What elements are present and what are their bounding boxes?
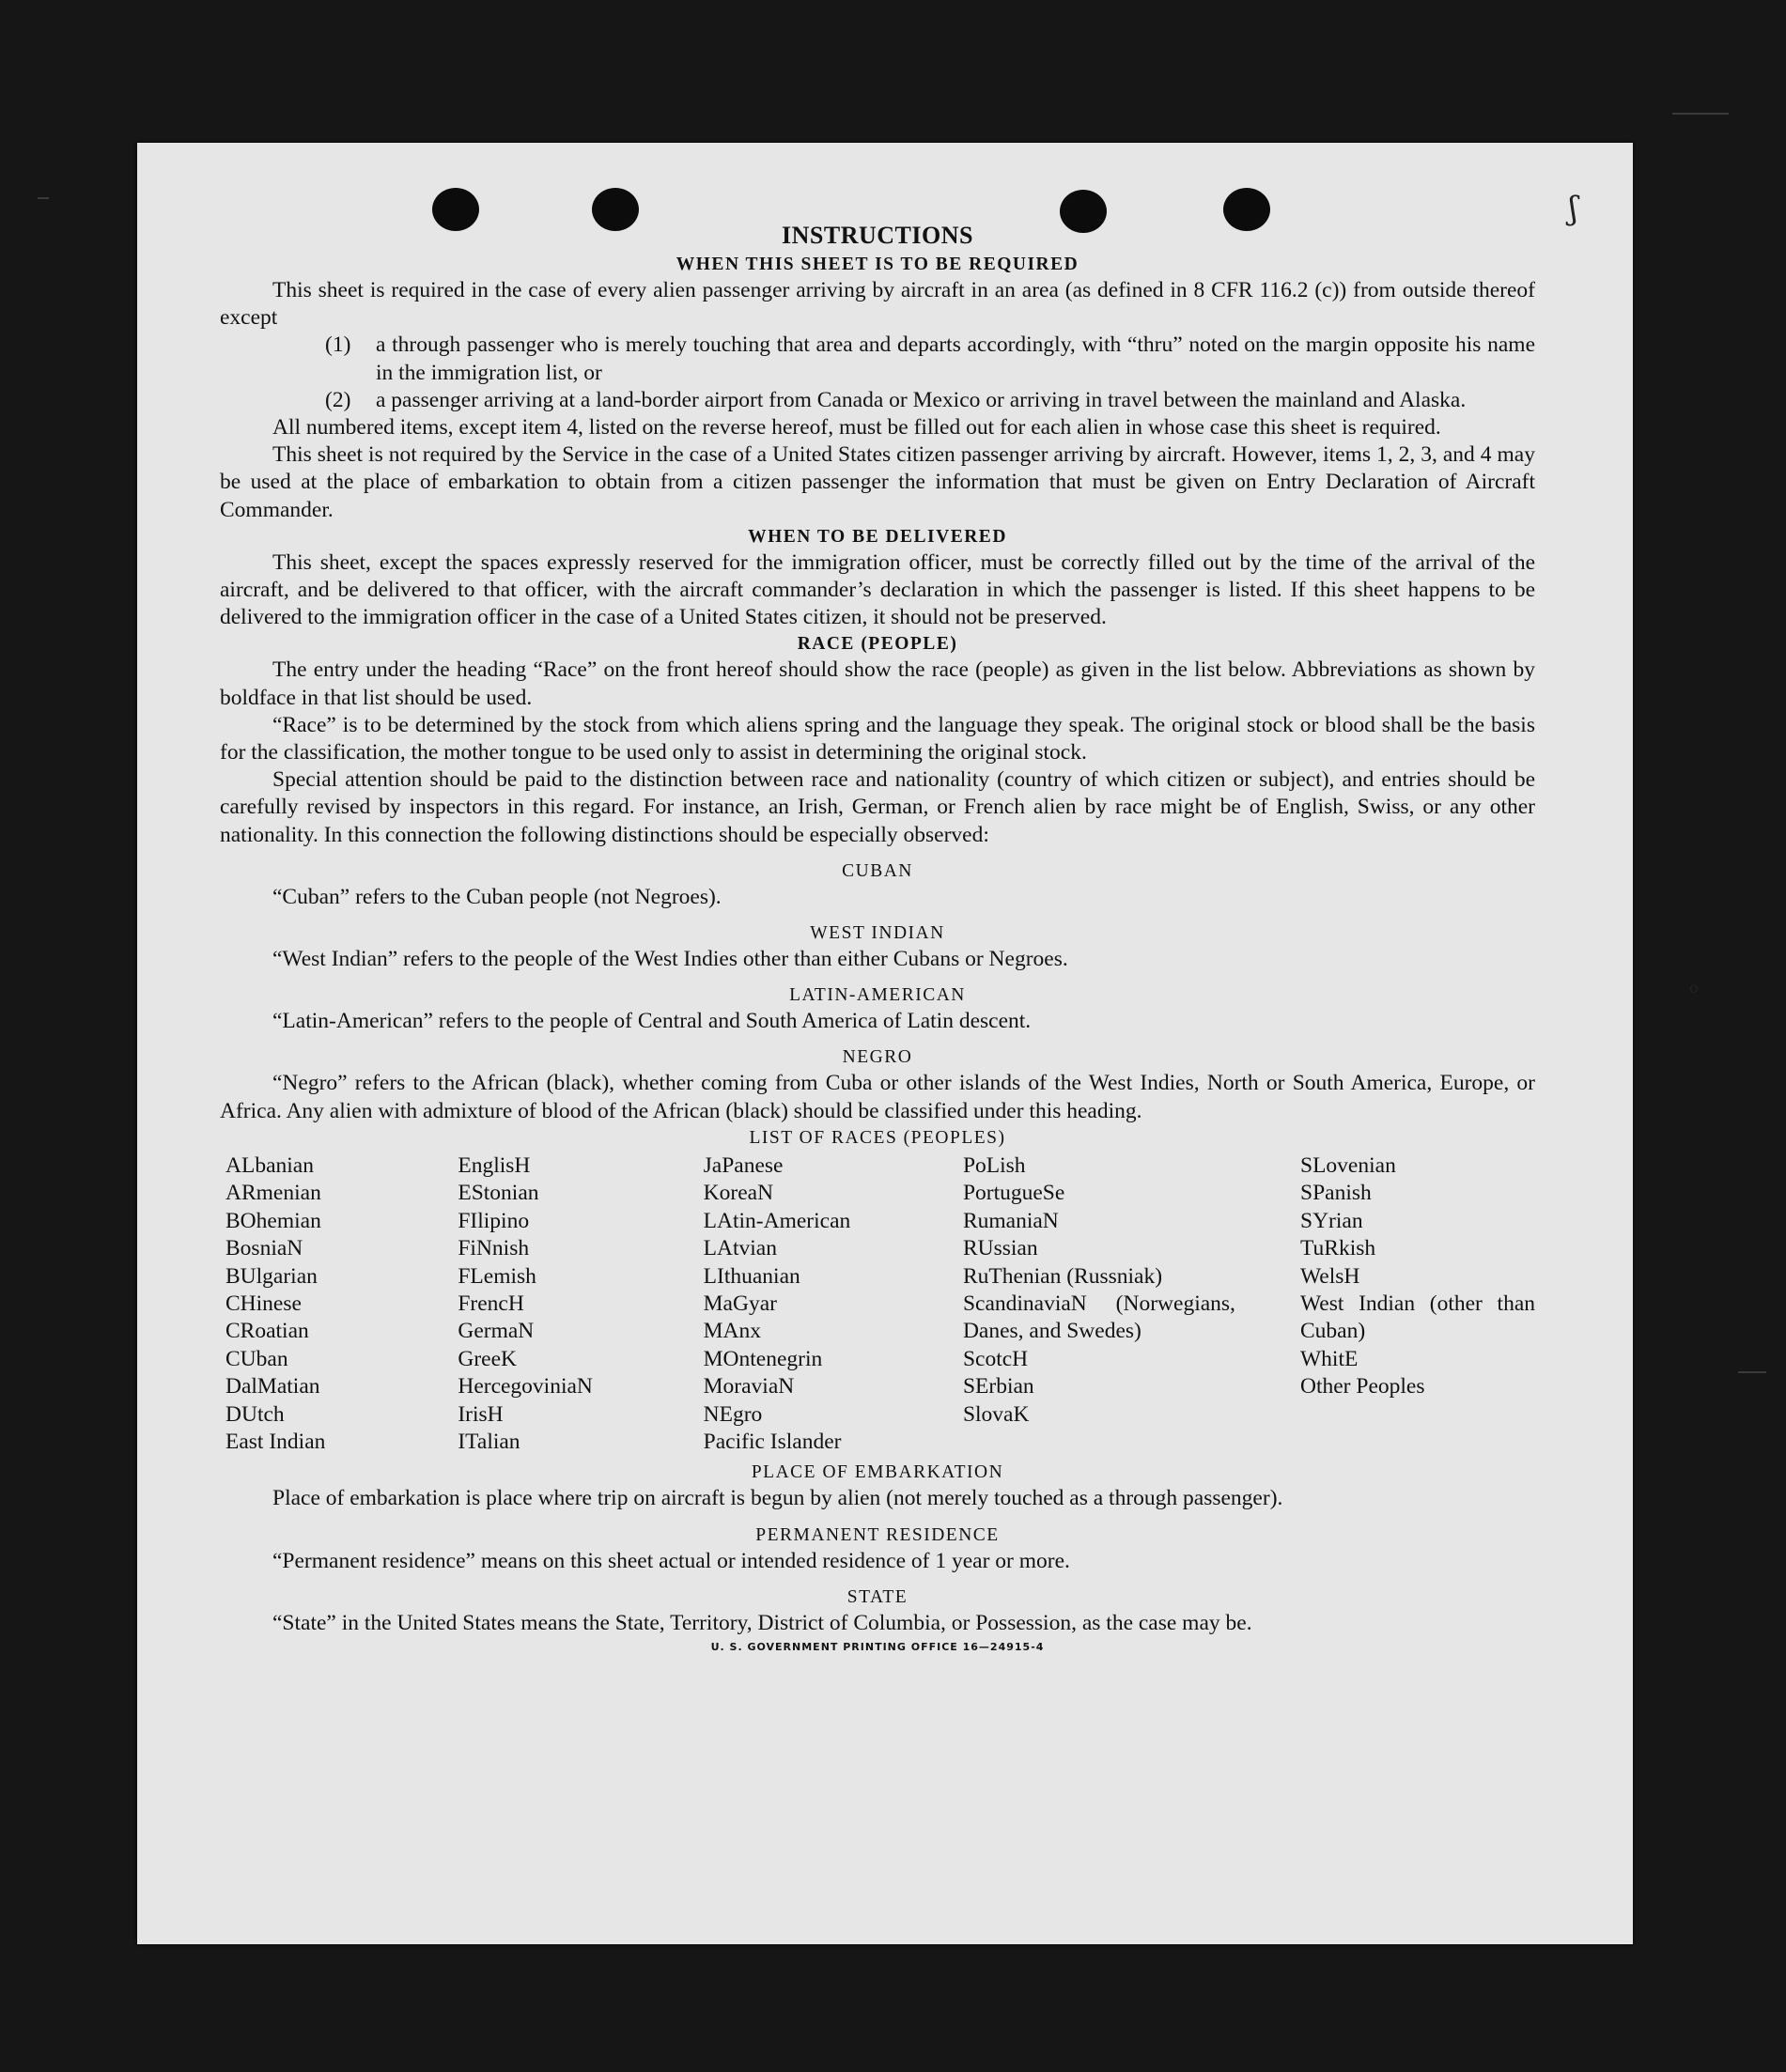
race-entry: WelsH (1300, 1263, 1360, 1289)
race-entry: East Indian (225, 1429, 326, 1454)
race-entry: HercegoviniaN (458, 1374, 593, 1399)
list-item (220, 332, 1535, 386)
race-entry: BosniaN (225, 1236, 303, 1261)
race-entry: RumaniaN (962, 1208, 1059, 1233)
paragraph: “State” in the United States means the State, Territory, District of Columbia, or Possession, as the case may be. (272, 1610, 1252, 1635)
race-entry: PoLish (962, 1152, 1026, 1178)
races-column (1300, 1152, 1535, 1456)
race-entry: FIlipino (458, 1208, 530, 1233)
race-entry: RUssian (962, 1236, 1038, 1261)
race-entry: Other Peoples (1300, 1374, 1425, 1399)
race-entry: SlovaK (962, 1401, 1030, 1427)
paragraph: Special attention should be paid to the distinction between race and nationality (country of which citizen or subject), and entries should be carefully revised by inspectors in this regard. For instance, an Irish, German, or French alien by race might be of English, Swiss, or any other nationality. In this connection the following distinctions should be especially observed: (220, 767, 1535, 847)
heading-when-delivered: WHEN TO BE DELIVERED (748, 526, 1007, 547)
races-list (220, 1152, 1535, 1456)
race-entry: WhitE (1300, 1346, 1359, 1371)
race-entry: RuThenian (Russniak) (962, 1263, 1163, 1289)
list-item (220, 387, 1535, 414)
race-entry: ARmenian (225, 1181, 321, 1206)
heading-list-of-races: LIST OF RACES (PEOPLES) (749, 1127, 1006, 1148)
race-entry: TuRkish (1300, 1236, 1376, 1261)
paragraph: “Cuban” refers to the Cuban people (not Negroes). (272, 884, 722, 909)
race-entry: DUtch (225, 1401, 285, 1427)
document-page (137, 143, 1699, 1944)
item-number: (1) (325, 332, 351, 358)
heading-race: RACE (PEOPLE) (797, 634, 958, 655)
item-number: (2) (325, 387, 351, 412)
race-entry: MoraviaN (703, 1374, 795, 1399)
paragraph: This sheet is not required by the Service in the case of a United States citizen passenger arriving by aircraft. However, items 1, 2, 3, and 4 may be used at the place of embarkation to obtain from a citizen passenger the information that must be given on Entry Declaration of Aircraft Commander. (220, 442, 1535, 522)
paragraph: “Race” is to be determined by the stock from which aliens spring and the language they speak. The original stock or blood shall be the basis for the classification, the mother tongue to be used only to assist in determining the original stock. (220, 712, 1535, 765)
paragraph: Place of embarkation is place where trip on aircraft is begun by alien (not merely touched as a through passenger). (272, 1486, 1283, 1511)
paragraph: “West Indian” refers to the people of the West Indies other than either Cubans or Negroes. (272, 947, 1068, 972)
item-text: a passenger arriving at a land-border airport from Canada or Mexico or arriving in travel between the mainland and Alaska. (376, 387, 1467, 412)
race-entry: MOntenegrin (703, 1346, 823, 1371)
heading-state: STATE (846, 1586, 909, 1607)
race-entry: IrisH (458, 1401, 504, 1427)
paragraph: The entry under the heading “Race” on the front hereof should show the race (people) as given in the list below. Abbreviations as shown by boldface in that list should be used. (220, 657, 1535, 710)
race-entry: CHinese (225, 1291, 302, 1316)
race-entry: CUban (225, 1346, 288, 1371)
race-entry: EnglisH (458, 1152, 531, 1178)
heading-cuban: CUBAN (842, 860, 913, 881)
race-entry: SYrian (1300, 1208, 1363, 1233)
races-column (963, 1152, 1300, 1456)
race-entry: SLovenian (1300, 1152, 1396, 1178)
handwritten-mark: o (1689, 979, 1699, 997)
page-title: INSTRUCTIONS (782, 222, 973, 249)
race-entry: BOhemian (225, 1208, 321, 1233)
race-entry: DalMatian (225, 1374, 320, 1399)
race-entry: GermaN (458, 1319, 535, 1344)
races-column (458, 1152, 703, 1456)
races-column (704, 1152, 963, 1456)
paragraph: “Negro” refers to the African (black), whether coming from Cuba or other islands of the West Indies, North or South America, Europe, or Africa. Any alien with admixture of blood of the African (black) should be classified under this heading. (220, 1071, 1535, 1123)
race-entry: PortugueSe (962, 1181, 1065, 1206)
race-entry: ITalian (458, 1429, 520, 1454)
scan-speck (1738, 1371, 1766, 1373)
scan-speck (38, 197, 49, 199)
heading-embarkation: PLACE OF EMBARKATION (751, 1462, 1004, 1483)
race-entry: FiNnish (458, 1236, 530, 1261)
race-entry: JaPanese (703, 1152, 784, 1178)
race-entry: EStonian (458, 1181, 539, 1206)
race-entry: CRoatian (225, 1319, 309, 1344)
paragraph: All numbered items, except item 4, listed on the reverse hereof, must be filled out for each alien in whose case this sheet is required. (272, 415, 1441, 441)
instructions-text (220, 220, 1535, 1654)
race-entry: MaGyar (703, 1291, 777, 1316)
race-entry: LAtvian (703, 1236, 777, 1261)
race-entry: KoreaN (703, 1181, 774, 1206)
race-entry: GreeK (458, 1346, 517, 1371)
paragraph: This sheet, except the spaces expressly reserved for the immigration officer, must be correctly filled out by the time of the arrival of the aircraft, and be delivered to that officer, with the aircraft commander’s declaration in which the passenger is listed. If this sheet happens to be delivered to the immigration officer in the case of a United States citizen, it should not be preserved. (220, 549, 1535, 630)
race-entry: Pacific Islander (703, 1429, 842, 1454)
race-entry: FLemish (458, 1263, 536, 1289)
printer-imprint: U. S. GOVERNMENT PRINTING OFFICE 16—24915-4 (710, 1640, 1045, 1653)
paragraph: “Latin-American” refers to the people of Central and South America of Latin descent. (272, 1009, 1032, 1034)
race-entry: NEgro (703, 1401, 763, 1427)
scan-speck (1672, 113, 1729, 115)
item-text: a through passenger who is merely touching that area and departs accordingly, with “thru” noted on the margin opposite his name in the immigration list, or (376, 332, 1535, 385)
race-entry: SPanish (1300, 1181, 1372, 1206)
race-entry: LIthuanian (703, 1263, 800, 1289)
heading-when-required: WHEN THIS SHEET IS TO BE REQUIRED (676, 255, 1079, 274)
race-entry: ScandinaviaN (Norwegians, Danes, and Swedes) (962, 1291, 1235, 1344)
race-entry: SErbian (962, 1374, 1034, 1399)
heading-latin-american: LATIN-AMERICAN (789, 985, 966, 1006)
handwritten-mark: ʃ (1569, 190, 1578, 227)
heading-west-indian: WEST INDIAN (810, 923, 945, 944)
race-entry: West Indian (other than Cuban) (1300, 1291, 1535, 1344)
race-entry: FrencH (458, 1291, 524, 1316)
race-entry: MAnx (703, 1319, 762, 1344)
race-entry: ScotcH (962, 1346, 1029, 1371)
race-entry: LAtin-American (703, 1208, 851, 1233)
heading-residence: PERMANENT RESIDENCE (755, 1524, 1000, 1545)
races-column (220, 1152, 458, 1456)
heading-negro: NEGRO (842, 1047, 913, 1068)
paragraph: This sheet is required in the case of every alien passenger arriving by aircraft in an area (as defined in 8 CFR 116.2 (c)) from outside thereof except (220, 278, 1535, 331)
paragraph: “Permanent residence” means on this sheet actual or intended residence of 1 year or more. (272, 1548, 1070, 1573)
race-entry: ALbanian (225, 1152, 314, 1178)
race-entry: BUlgarian (225, 1263, 318, 1289)
